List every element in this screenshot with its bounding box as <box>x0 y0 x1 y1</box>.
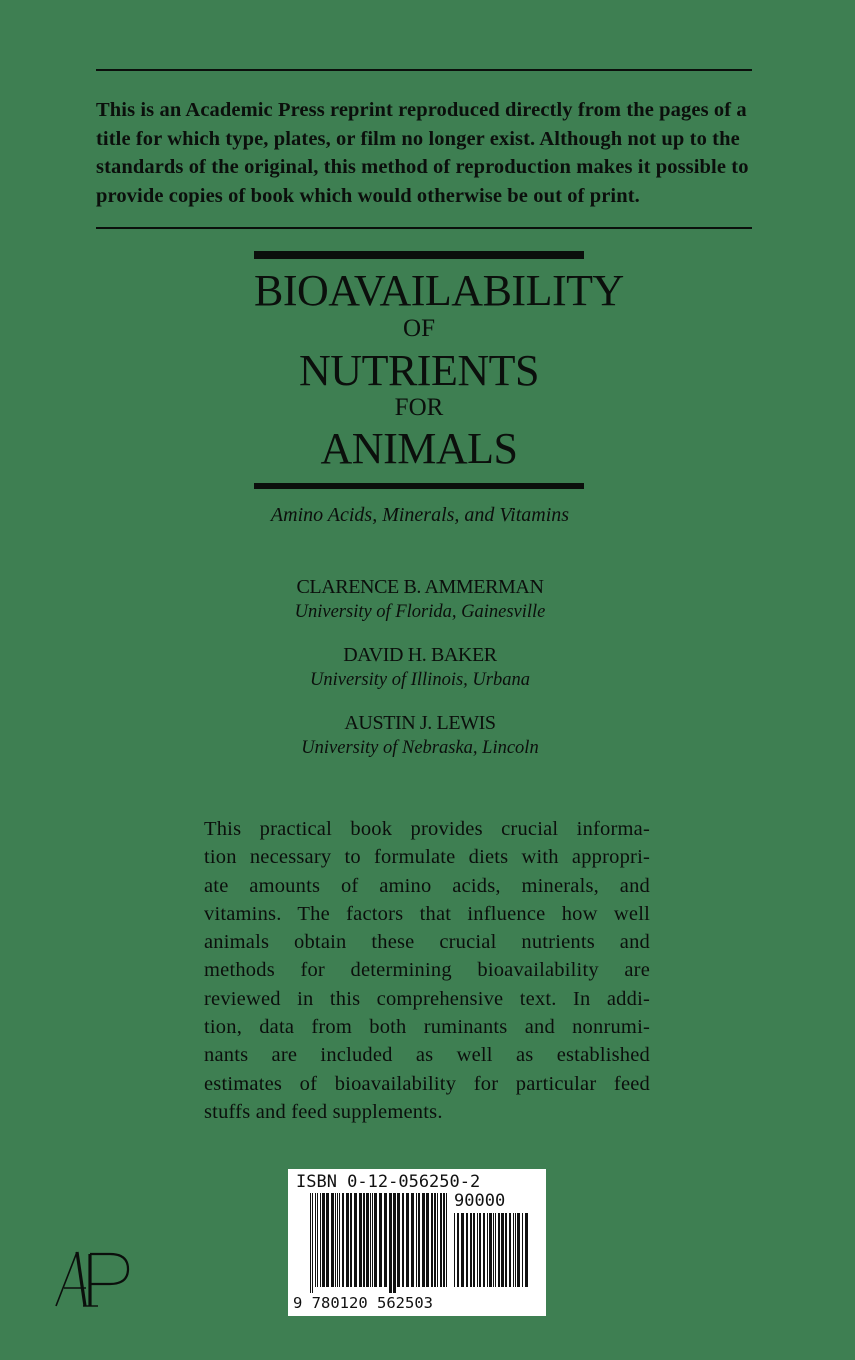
ean-number: 9 780120 562503 <box>293 1294 433 1312</box>
author-name: DAVID H. BAKER <box>343 644 497 666</box>
barcode-bar <box>522 1213 523 1287</box>
description-line: tion necessary to formulate diets with appropri- <box>204 846 650 869</box>
notice-line: standards of the original, this method of reproduction makes it possible to <box>96 156 749 178</box>
barcode-bar <box>431 1193 433 1287</box>
price-barcode-bars <box>454 1213 534 1293</box>
description-line: nants are included as well as established <box>204 1044 650 1067</box>
barcode-bar <box>515 1213 516 1287</box>
title-for: FOR <box>394 394 444 421</box>
barcode-bar <box>331 1193 334 1287</box>
barcode-bar <box>310 1193 311 1293</box>
barcode-bar <box>440 1193 442 1287</box>
barcode-bar <box>477 1213 478 1287</box>
barcode-bar <box>393 1193 396 1293</box>
barcode-bar <box>384 1193 387 1287</box>
description-line: tion, data from both ruminants and nonrumi- <box>204 1016 650 1039</box>
description-line: stuffs and feed supplements. <box>204 1100 443 1123</box>
barcode-bar <box>346 1193 349 1287</box>
author-affiliation: University of Nebraska, Lincoln <box>301 738 539 758</box>
barcode-bar <box>372 1193 373 1287</box>
notice-bottom-rule <box>96 227 752 229</box>
barcode-bar <box>422 1193 425 1287</box>
barcode-bar <box>454 1213 455 1287</box>
barcode-bar <box>498 1213 500 1287</box>
barcode-bar <box>473 1213 475 1287</box>
barcode-bar <box>366 1193 369 1287</box>
title-top-bar <box>254 251 584 259</box>
barcode-bar <box>337 1193 338 1287</box>
barcode-bar <box>493 1213 494 1287</box>
title-bottom-bar <box>254 483 584 489</box>
description-line: vitamins. The factors that influence how well <box>204 902 650 925</box>
barcode-bar <box>350 1193 352 1287</box>
barcode-bar <box>370 1193 371 1287</box>
book-description <box>204 815 650 1126</box>
barcode-bar <box>379 1193 382 1287</box>
barcode-bar <box>406 1193 409 1287</box>
description-line: ate amounts of amino acids, minerals, and <box>204 874 650 897</box>
barcode-bar <box>443 1193 445 1287</box>
barcode-bar <box>402 1193 404 1287</box>
barcode-bar <box>411 1193 414 1287</box>
notice-line: title for which type, plates, or film no longer exist. Although not up to the <box>96 127 740 150</box>
barcode-bar <box>509 1213 511 1287</box>
barcode-bar <box>501 1213 504 1287</box>
title-nutrients: NUTRIENTS <box>299 346 539 395</box>
notice-line: provide copies of book which would otherwise be out of print. <box>96 184 640 207</box>
author-affiliation: University of Florida, Gainesville <box>294 602 546 622</box>
description-line: estimates of bioavailability for particular feed <box>204 1072 650 1095</box>
barcode-bar <box>342 1193 344 1287</box>
isbn-barcode <box>288 1169 546 1316</box>
barcode-bar <box>434 1193 436 1287</box>
barcode-bar <box>446 1193 447 1287</box>
description-line: This practical book provides crucial informa- <box>204 818 650 840</box>
barcode-bar <box>335 1193 336 1287</box>
barcode-bar <box>339 1193 340 1287</box>
barcode-bar <box>461 1213 464 1287</box>
barcode-bar <box>437 1193 438 1287</box>
ap-logo-icon <box>52 1250 132 1310</box>
barcode-bar <box>489 1213 492 1287</box>
barcode-bar <box>487 1213 488 1287</box>
barcode-bar <box>525 1213 528 1287</box>
barcode-bar <box>483 1213 485 1287</box>
subtitle: Amino Acids, Minerals, and Vitamins <box>270 504 570 526</box>
title-bioavailability: BIOAVAILABILITY <box>254 266 624 315</box>
barcode-bar <box>418 1193 420 1287</box>
barcode-bar <box>315 1193 316 1287</box>
notice-line: This is an Academic Press reprint reproduced directly from the pages of a <box>96 99 747 121</box>
barcode-bar <box>359 1193 362 1287</box>
barcode-bar <box>513 1213 514 1287</box>
barcode-bar <box>374 1193 377 1287</box>
barcode-bar <box>320 1193 321 1287</box>
barcode-bar <box>317 1193 318 1287</box>
barcode-bar <box>505 1213 507 1287</box>
top-rule <box>96 69 752 71</box>
title-of: OF <box>403 315 435 342</box>
ean-barcode-bars <box>310 1193 448 1293</box>
barcode-bar <box>517 1213 520 1287</box>
barcode-bar <box>470 1213 472 1287</box>
barcode-bar <box>363 1193 365 1287</box>
barcode-bar <box>326 1193 329 1287</box>
author-affiliation: University of Illinois, Urbana <box>310 670 530 690</box>
barcode-bar <box>426 1193 429 1287</box>
barcode-bar <box>312 1193 313 1293</box>
barcode-bar <box>495 1213 496 1287</box>
barcode-bar <box>466 1213 468 1287</box>
barcode-bar <box>479 1213 481 1287</box>
price-code: 90000 <box>454 1191 506 1211</box>
description-line: reviewed in this comprehensive text. In addi- <box>204 987 650 1010</box>
description-line: methods for determining bioavailability are <box>204 959 650 982</box>
barcode-bar <box>416 1193 417 1287</box>
isbn-label: ISBN 0-12-056250-2 <box>296 1172 481 1192</box>
barcode-bar <box>322 1193 325 1287</box>
barcode-bar <box>457 1213 459 1287</box>
barcode-bar <box>397 1193 400 1287</box>
barcode-bar <box>354 1193 357 1287</box>
title-animals: ANIMALS <box>320 424 518 473</box>
author-name: CLARENCE B. AMMERMAN <box>296 576 544 598</box>
barcode-bar <box>389 1193 392 1293</box>
description-line: animals obtain these crucial nutrients and <box>204 931 650 954</box>
author-name: AUSTIN J. LEWIS <box>344 712 496 734</box>
reprint-notice <box>96 96 756 210</box>
